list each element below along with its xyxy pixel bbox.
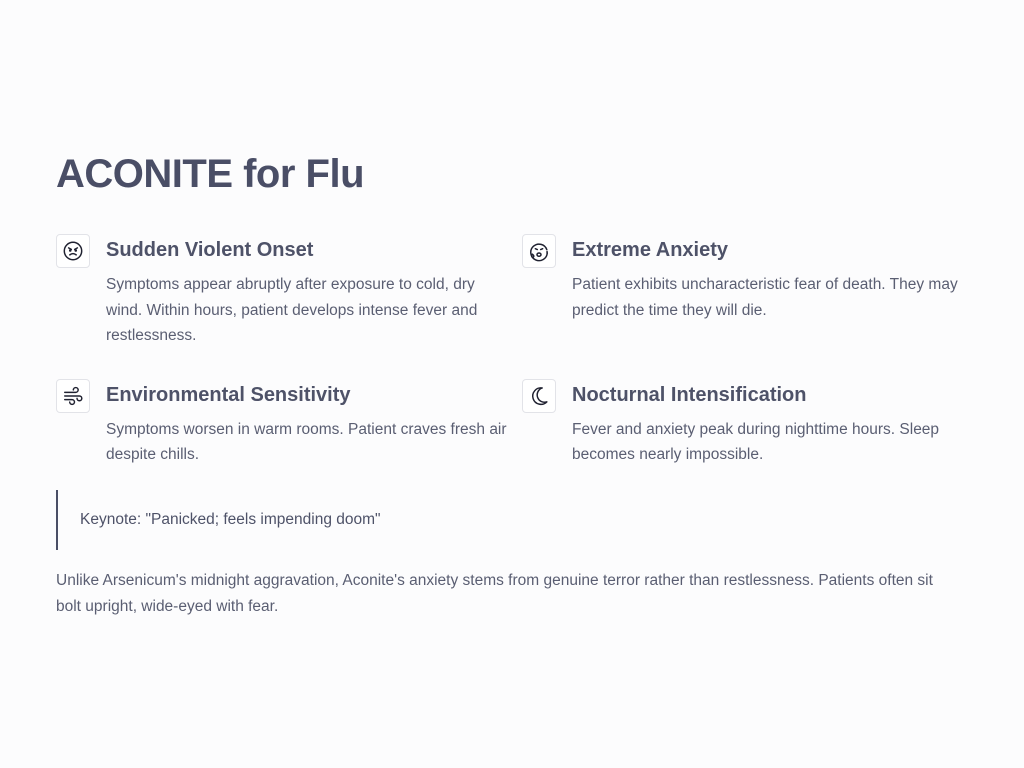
card-description: Patient exhibits uncharacteristic fear of death. They may predict the time they will die. bbox=[572, 276, 958, 319]
symptom-grid bbox=[56, 234, 968, 468]
card-body bbox=[106, 379, 522, 468]
card-body bbox=[106, 234, 522, 349]
wind-icon bbox=[56, 379, 90, 413]
moon-icon bbox=[522, 379, 556, 413]
card-body bbox=[572, 234, 972, 323]
keynote-text: Keynote: "Panicked; feels impending doom" bbox=[80, 510, 381, 528]
card-title: Nocturnal Intensification bbox=[572, 383, 807, 406]
card-title: Extreme Anxiety bbox=[572, 239, 728, 261]
symptom-card-nocturnal-intensification bbox=[522, 379, 972, 468]
card-description: Fever and anxiety peak during nighttime hours. Sleep becomes nearly impossible. bbox=[572, 420, 940, 463]
angry-face-icon bbox=[56, 234, 90, 268]
symptom-card-environmental-sensitivity bbox=[56, 379, 522, 468]
page-title: ACONITE for Flu bbox=[56, 152, 365, 196]
symptom-card-extreme-anxiety bbox=[522, 234, 972, 349]
card-description: Symptoms appear abruptly after exposure to cold, dry wind. Within hours, patient develops intense fever and restlessness. bbox=[106, 276, 478, 344]
card-title: Sudden Violent Onset bbox=[106, 239, 314, 261]
card-description: Symptoms worsen in warm rooms. Patient craves fresh air despite chills. bbox=[106, 420, 507, 463]
card-title: Environmental Sensitivity bbox=[106, 383, 351, 406]
anxious-face-icon bbox=[522, 234, 556, 268]
card-body bbox=[572, 379, 972, 468]
keynote-callout bbox=[56, 490, 968, 550]
summary-paragraph: Unlike Arsenicum's midnight aggravation, Aconite's anxiety stems from genuine terror rather than restlessness. Patients often sit bolt upright, wide-eyed with fear. bbox=[56, 571, 933, 615]
symptom-card-sudden-onset bbox=[56, 234, 522, 349]
